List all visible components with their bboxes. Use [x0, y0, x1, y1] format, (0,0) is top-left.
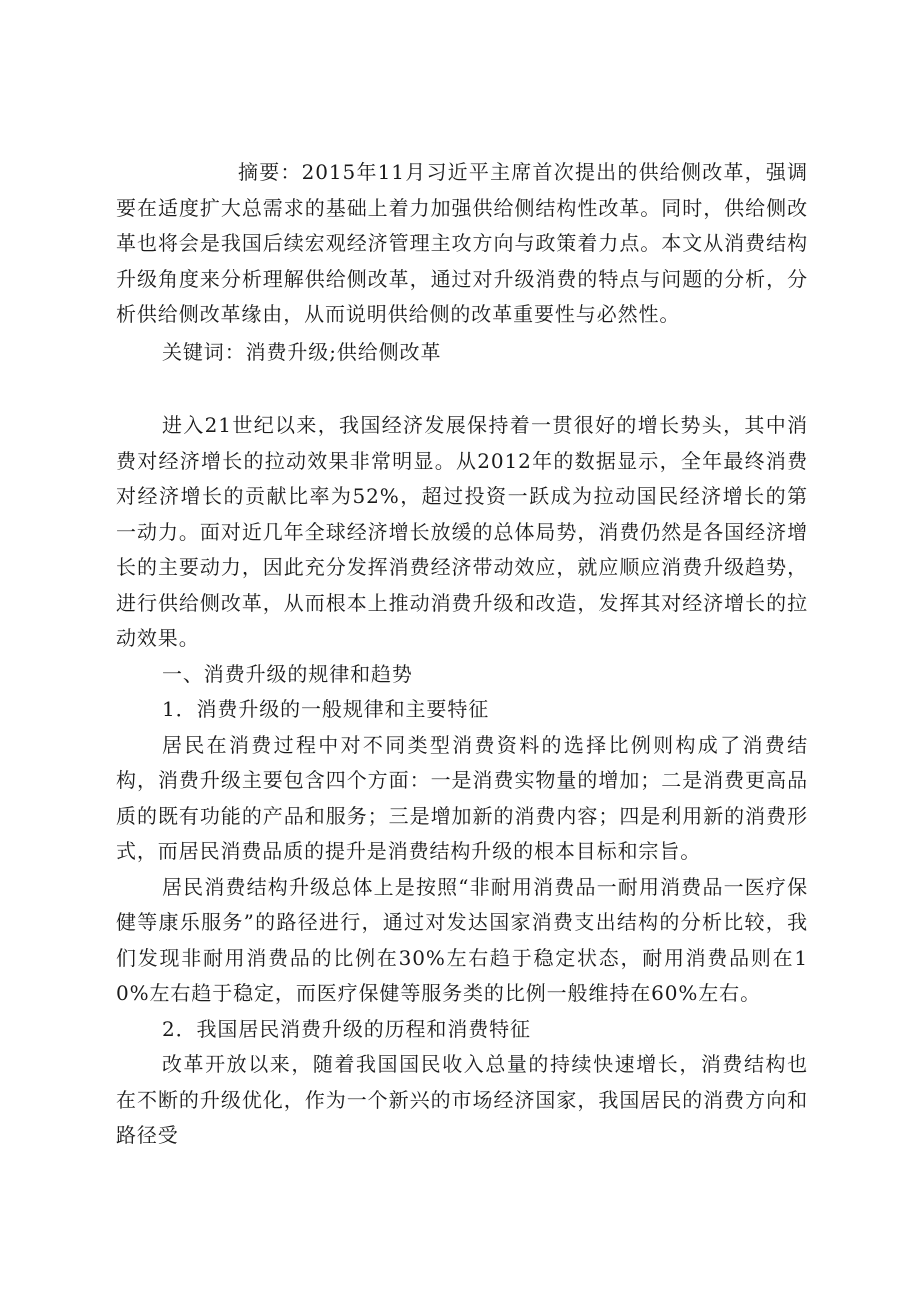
- document-page: [116, 155, 808, 1154]
- keywords-line: 关键词：消费升级;供给侧改革: [162, 339, 442, 364]
- subsection-2-heading: 2．我国居民消费升级的历程和消费特征: [162, 1016, 531, 1041]
- intro-paragraph: 进入21世纪以来，我国经济发展保持着一贯很好的增长势头，其中消费对经济增长的拉动效果非常明显。从2012年的数据显示，全年最终消费对经济增长的贡献比率为52%，超过投资一跃成为拉动国民经济增长的第一动力。面对近几年全球经济增长放缓的总体局势，消费仍然是各国经济增长的主要动力，因此充分发挥消费经济带动效应，就应顺应消费升级趋势，进行供给侧改革，从而根本上推动消费升级和改造，发挥其对经济增长的拉动效果。: [116, 413, 808, 650]
- section-1-heading: 一、消费升级的规律和趋势: [162, 661, 413, 686]
- subsection-1-paragraph-2: 居民消费结构升级总体上是按照“非耐用消费品一耐用消费品一医疗保健等康乐服务”的路径进行，通过对发达国家消费支出结构的分析比较，我们发现非耐用消费品的比例在30%左右趋于稳定状态，耐用消费品则在10%左右趋于稳定，而医疗保健等服务类的比例一般维持在60%左右。: [116, 874, 808, 1005]
- abstract-paragraph: 摘要：2015年11月习近平主席首次提出的供给侧改革，强调要在适度扩大总需求的基础上着力加强供给侧结构性改革。同时，供给侧改革也将会是我国后续宏观经济管理主攻方向与政策着力点。本文从消费结构升级角度来分析理解供给侧改革，通过对升级消费的特点与问题的分析，分析供给侧改革缘由，从而说明供给侧的改革重要性与必然性。: [116, 160, 808, 326]
- subsection-2-paragraph-1: 改革开放以来，随着我国国民收入总量的持续快速增长，消费结构也在不断的升级优化，作为一个新兴的市场经济国家，我国居民的消费方向和路径受: [116, 1052, 808, 1147]
- subsection-1-paragraph-1: 居民在消费过程中对不同类型消费资料的选择比例则构成了消费结构，消费升级主要包含四个方面：一是消费实物量的增加；二是消费更高品质的既有功能的产品和服务；三是增加新的消费内容；四是利用新的消费形式，而居民消费品质的提升是消费结构升级的根本目标和宗旨。: [116, 732, 808, 863]
- section-spacer: [116, 370, 808, 408]
- subsection-1-heading: 1．消费升级的一般规律和主要特征: [162, 697, 490, 721]
